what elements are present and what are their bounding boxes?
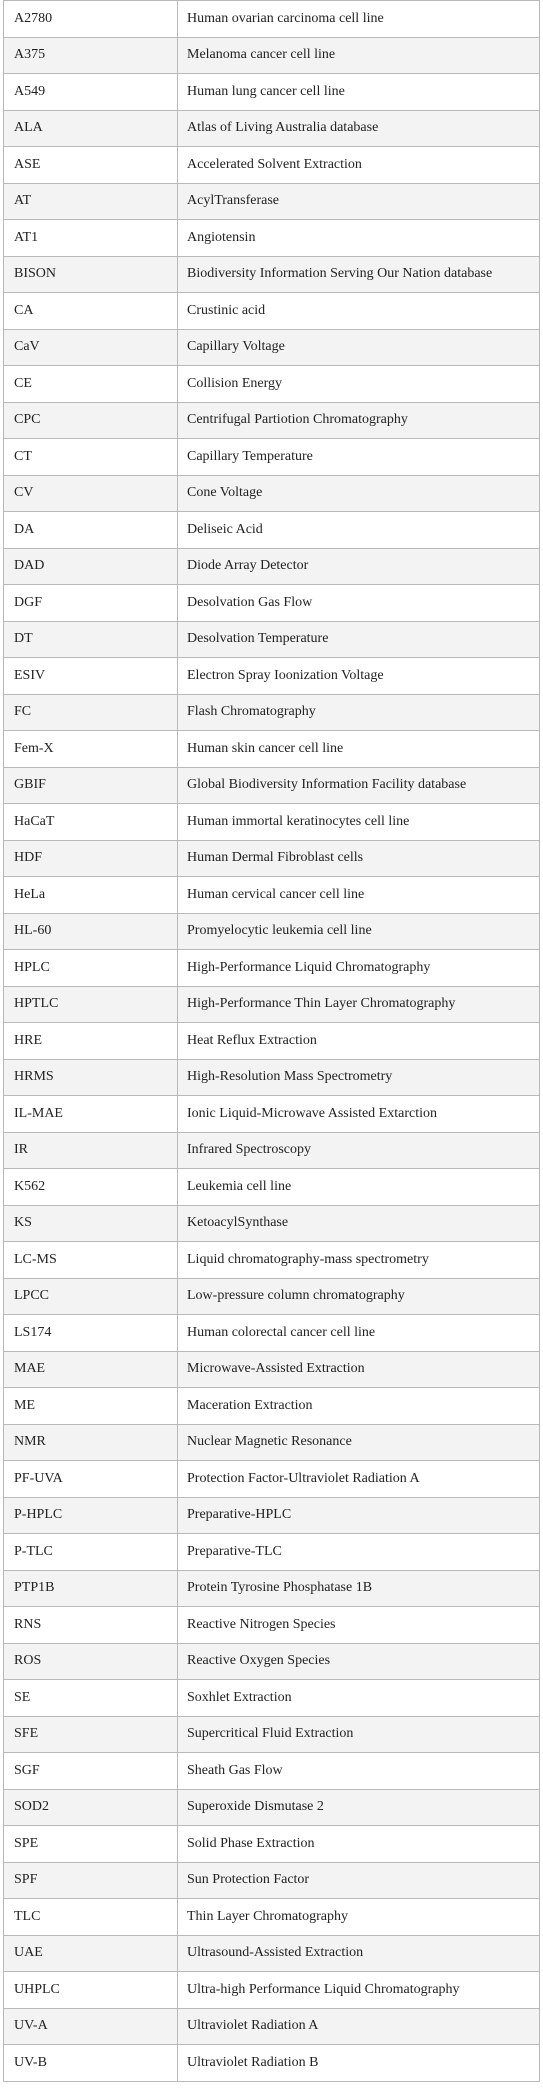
- abbreviation-cell: AT1: [4, 220, 178, 257]
- definition-cell: Human Dermal Fibroblast cells: [178, 840, 540, 877]
- definition-cell: Thin Layer Chromatography: [178, 1899, 540, 1936]
- definition-cell: Human cervical cancer cell line: [178, 877, 540, 914]
- table-row: [4, 731, 540, 768]
- definition-cell: Human immortal keratinocytes cell line: [178, 804, 540, 841]
- table-row: [4, 256, 540, 293]
- abbreviation-cell: HL-60: [4, 913, 178, 950]
- definition-cell: Cone Voltage: [178, 475, 540, 512]
- definition-cell: Human ovarian carcinoma cell line: [178, 1, 540, 38]
- abbreviation-cell: SPF: [4, 1862, 178, 1899]
- table-row: [4, 37, 540, 74]
- abbreviation-cell: ME: [4, 1388, 178, 1425]
- definition-cell: Human skin cancer cell line: [178, 731, 540, 768]
- definition-cell: Infrared Spectroscopy: [178, 1132, 540, 1169]
- table-row: [4, 1205, 540, 1242]
- definition-cell: Desolvation Gas Flow: [178, 585, 540, 622]
- abbreviation-cell: ASE: [4, 147, 178, 184]
- definition-cell: Preparative-TLC: [178, 1534, 540, 1571]
- table-row: [4, 913, 540, 950]
- table-row: [4, 1716, 540, 1753]
- abbreviation-cell: IR: [4, 1132, 178, 1169]
- definition-cell: Capillary Voltage: [178, 329, 540, 366]
- table-row: [4, 621, 540, 658]
- table-row: [4, 512, 540, 549]
- abbreviation-cell: CPC: [4, 402, 178, 439]
- abbreviation-cell: IL-MAE: [4, 1096, 178, 1133]
- abbreviation-cell: ROS: [4, 1643, 178, 1680]
- abbreviation-cell: SGF: [4, 1753, 178, 1790]
- abbreviation-cell: HPLC: [4, 950, 178, 987]
- abbreviation-cell: AT: [4, 183, 178, 220]
- abbreviation-cell: A2780: [4, 1, 178, 38]
- definition-cell: Deliseic Acid: [178, 512, 540, 549]
- table-row: [4, 1753, 540, 1790]
- definition-cell: Ultraviolet Radiation B: [178, 2045, 540, 2082]
- table-row: [4, 1023, 540, 1060]
- definition-cell: Capillary Temperature: [178, 439, 540, 476]
- table-row: [4, 1424, 540, 1461]
- abbreviation-cell: UV-A: [4, 2008, 178, 2045]
- abbreviation-cell: CT: [4, 439, 178, 476]
- table-row: [4, 293, 540, 330]
- abbreviation-cell: RNS: [4, 1607, 178, 1644]
- definition-cell: Flash Chromatography: [178, 694, 540, 731]
- abbreviation-cell: DGF: [4, 585, 178, 622]
- abbreviations-table-body: [4, 1, 540, 2082]
- table-row: [4, 1534, 540, 1571]
- definition-cell: Sheath Gas Flow: [178, 1753, 540, 1790]
- definition-cell: Nuclear Magnetic Resonance: [178, 1424, 540, 1461]
- abbreviation-cell: ESIV: [4, 658, 178, 695]
- definition-cell: Human colorectal cancer cell line: [178, 1315, 540, 1352]
- abbreviation-cell: Fem-X: [4, 731, 178, 768]
- abbreviation-cell: DAD: [4, 548, 178, 585]
- table-row: [4, 986, 540, 1023]
- abbreviation-cell: KS: [4, 1205, 178, 1242]
- definition-cell: Soxhlet Extraction: [178, 1680, 540, 1717]
- abbreviation-cell: P-HPLC: [4, 1497, 178, 1534]
- abbreviation-cell: UV-B: [4, 2045, 178, 2082]
- abbreviation-cell: CaV: [4, 329, 178, 366]
- definition-cell: Reactive Oxygen Species: [178, 1643, 540, 1680]
- abbreviation-cell: LC-MS: [4, 1242, 178, 1279]
- abbreviation-cell: SFE: [4, 1716, 178, 1753]
- table-row: [4, 74, 540, 111]
- table-row: [4, 402, 540, 439]
- definition-cell: Reactive Nitrogen Species: [178, 1607, 540, 1644]
- definition-cell: High-Performance Liquid Chromatography: [178, 950, 540, 987]
- definition-cell: High-Resolution Mass Spectrometry: [178, 1059, 540, 1096]
- abbreviation-cell: NMR: [4, 1424, 178, 1461]
- definition-cell: Centrifugal Partiotion Chromatography: [178, 402, 540, 439]
- table-row: [4, 366, 540, 403]
- definition-cell: Electron Spray Ioonization Voltage: [178, 658, 540, 695]
- definition-cell: Heat Reflux Extraction: [178, 1023, 540, 1060]
- definition-cell: Ultrasound-Assisted Extraction: [178, 1935, 540, 1972]
- table-row: [4, 2008, 540, 2045]
- abbreviation-cell: SOD2: [4, 1789, 178, 1826]
- definition-cell: Biodiversity Information Serving Our Nation database: [178, 256, 540, 293]
- table-row: [4, 110, 540, 147]
- table-row: [4, 147, 540, 184]
- definition-cell: Protein Tyrosine Phosphatase 1B: [178, 1570, 540, 1607]
- definition-cell: Microwave-Assisted Extraction: [178, 1351, 540, 1388]
- table-row: [4, 840, 540, 877]
- abbreviation-cell: CV: [4, 475, 178, 512]
- table-row: [4, 183, 540, 220]
- abbreviation-cell: LPCC: [4, 1278, 178, 1315]
- table-row: [4, 1242, 540, 1279]
- table-row: [4, 1789, 540, 1826]
- abbreviation-cell: UAE: [4, 1935, 178, 1972]
- table-row: [4, 1278, 540, 1315]
- abbreviation-cell: HRMS: [4, 1059, 178, 1096]
- abbreviation-cell: A549: [4, 74, 178, 111]
- table-row: [4, 804, 540, 841]
- table-row: [4, 767, 540, 804]
- table-row: [4, 1059, 540, 1096]
- definition-cell: High-Performance Thin Layer Chromatography: [178, 986, 540, 1023]
- table-row: [4, 1315, 540, 1352]
- table-row: [4, 658, 540, 695]
- abbreviation-cell: SPE: [4, 1826, 178, 1863]
- table-row: [4, 1607, 540, 1644]
- definition-cell: Leukemia cell line: [178, 1169, 540, 1206]
- definition-cell: Ultraviolet Radiation A: [178, 2008, 540, 2045]
- table-row: [4, 1461, 540, 1498]
- table-row: [4, 1169, 540, 1206]
- definition-cell: Ultra-high Performance Liquid Chromatography: [178, 1972, 540, 2009]
- definition-cell: Protection Factor-Ultraviolet Radiation A: [178, 1461, 540, 1498]
- abbreviation-cell: P-TLC: [4, 1534, 178, 1571]
- table-row: [4, 1096, 540, 1133]
- table-row: [4, 439, 540, 476]
- table-row: [4, 1388, 540, 1425]
- abbreviation-cell: ALA: [4, 110, 178, 147]
- abbreviation-cell: CA: [4, 293, 178, 330]
- table-row: [4, 1570, 540, 1607]
- table-row: [4, 950, 540, 987]
- abbreviations-table: [3, 0, 540, 2082]
- abbreviation-cell: HRE: [4, 1023, 178, 1060]
- definition-cell: Accelerated Solvent Extraction: [178, 147, 540, 184]
- table-row: [4, 1826, 540, 1863]
- abbreviation-cell: PF-UVA: [4, 1461, 178, 1498]
- abbreviation-cell: DA: [4, 512, 178, 549]
- abbreviation-cell: K562: [4, 1169, 178, 1206]
- table-row: [4, 1497, 540, 1534]
- abbreviation-cell: LS174: [4, 1315, 178, 1352]
- abbreviation-cell: BISON: [4, 256, 178, 293]
- table-row: [4, 1351, 540, 1388]
- definition-cell: Atlas of Living Australia database: [178, 110, 540, 147]
- abbreviation-cell: GBIF: [4, 767, 178, 804]
- definition-cell: Liquid chromatography-mass spectrometry: [178, 1242, 540, 1279]
- definition-cell: Human lung cancer cell line: [178, 74, 540, 111]
- abbreviation-cell: TLC: [4, 1899, 178, 1936]
- abbreviation-cell: DT: [4, 621, 178, 658]
- table-row: [4, 877, 540, 914]
- abbreviation-cell: HDF: [4, 840, 178, 877]
- abbreviation-cell: UHPLC: [4, 1972, 178, 2009]
- table-row: [4, 2045, 540, 2082]
- definition-cell: Crustinic acid: [178, 293, 540, 330]
- abbreviation-cell: HaCaT: [4, 804, 178, 841]
- table-row: [4, 1643, 540, 1680]
- definition-cell: Angiotensin: [178, 220, 540, 257]
- definition-cell: KetoacylSynthase: [178, 1205, 540, 1242]
- table-row: [4, 329, 540, 366]
- abbreviation-cell: FC: [4, 694, 178, 731]
- table-row: [4, 220, 540, 257]
- table-row: [4, 1899, 540, 1936]
- definition-cell: Solid Phase Extraction: [178, 1826, 540, 1863]
- definition-cell: Melanoma cancer cell line: [178, 37, 540, 74]
- abbreviation-cell: PTP1B: [4, 1570, 178, 1607]
- definition-cell: Promyelocytic leukemia cell line: [178, 913, 540, 950]
- definition-cell: Preparative-HPLC: [178, 1497, 540, 1534]
- definition-cell: Desolvation Temperature: [178, 621, 540, 658]
- definition-cell: Collision Energy: [178, 366, 540, 403]
- table-row: [4, 1862, 540, 1899]
- definition-cell: Supercritical Fluid Extraction: [178, 1716, 540, 1753]
- abbreviation-cell: SE: [4, 1680, 178, 1717]
- abbreviation-cell: MAE: [4, 1351, 178, 1388]
- definition-cell: Maceration Extraction: [178, 1388, 540, 1425]
- table-row: [4, 548, 540, 585]
- abbreviation-cell: A375: [4, 37, 178, 74]
- table-row: [4, 1972, 540, 2009]
- definition-cell: Superoxide Dismutase 2: [178, 1789, 540, 1826]
- table-row: [4, 1935, 540, 1972]
- table-row: [4, 475, 540, 512]
- table-row: [4, 585, 540, 622]
- table-row: [4, 1680, 540, 1717]
- definition-cell: Low-pressure column chromatography: [178, 1278, 540, 1315]
- table-row: [4, 1, 540, 38]
- definition-cell: Diode Array Detector: [178, 548, 540, 585]
- abbreviation-cell: CE: [4, 366, 178, 403]
- abbreviation-cell: HPTLC: [4, 986, 178, 1023]
- definition-cell: Ionic Liquid-Microwave Assisted Extarction: [178, 1096, 540, 1133]
- definition-cell: Sun Protection Factor: [178, 1862, 540, 1899]
- definition-cell: AcylTransferase: [178, 183, 540, 220]
- abbreviation-cell: HeLa: [4, 877, 178, 914]
- definition-cell: Global Biodiversity Information Facility database: [178, 767, 540, 804]
- table-row: [4, 694, 540, 731]
- table-row: [4, 1132, 540, 1169]
